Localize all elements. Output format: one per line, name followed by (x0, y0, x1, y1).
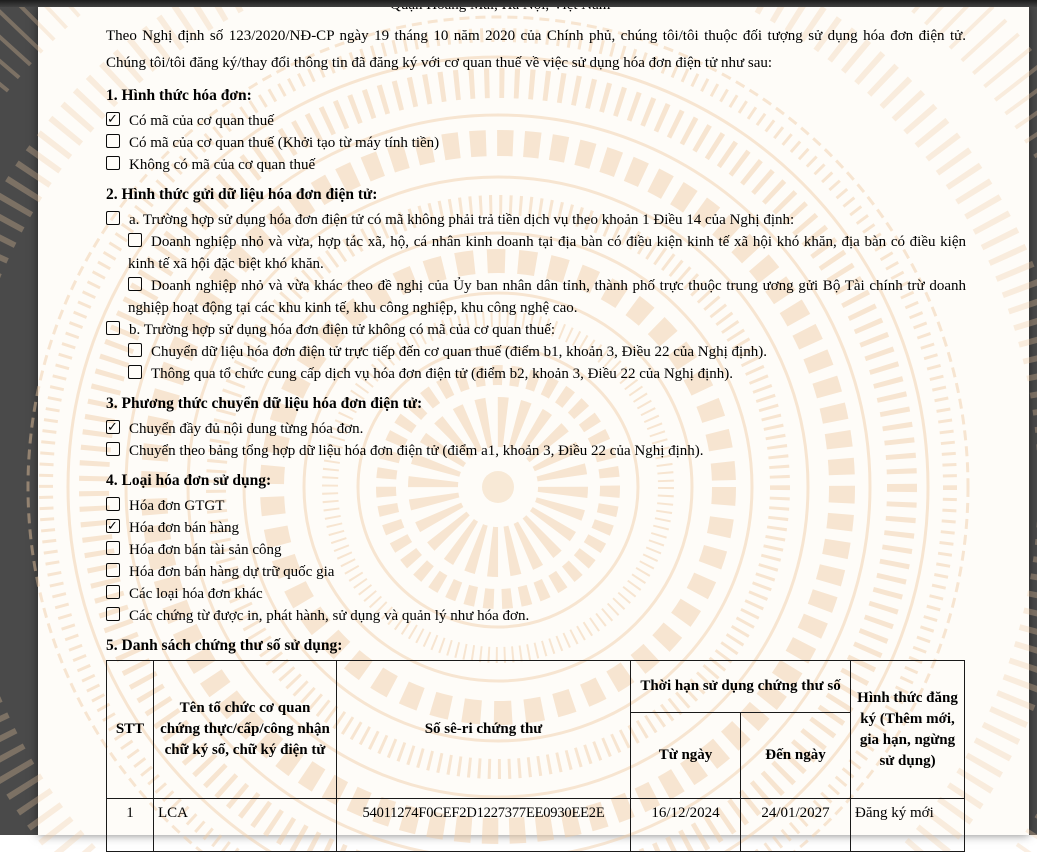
section-invoice-type (106, 85, 966, 176)
section-data-transfer-method (106, 393, 966, 462)
checkbox-label: Các chứng từ được in, phát hành, sử dụng và quản lý như hóa đơn. (129, 608, 530, 624)
form-content (106, 7, 966, 852)
cell-serial: 54011274F0CEF2D1227377EE0930EE2E (337, 799, 631, 852)
checkbox-row (106, 319, 966, 341)
checkbox-row (106, 275, 966, 319)
checkbox-row (106, 154, 966, 176)
checkbox-row (106, 517, 966, 539)
checkbox-row (106, 231, 966, 275)
checkbox-label: Chuyển theo bảng tổng hợp dữ liệu hóa đơn điện tử (điểm a1, khoản 3, Điều 22 của Nghị định). (129, 443, 704, 459)
checkbox-row (106, 583, 966, 605)
checkbox[interactable] (106, 607, 120, 621)
col-header-to: Đến ngày (741, 713, 851, 799)
col-header-from: Từ ngày (631, 713, 741, 799)
section-data-sending-form (106, 184, 966, 385)
col-header-regtype: Hình thức đăng ký (Thêm mới, gia hạn, ngừng sử dụng) (851, 661, 965, 799)
checkbox[interactable] (106, 585, 120, 599)
checkbox-row (106, 418, 966, 440)
checkbox-label: Hóa đơn GTGT (129, 498, 225, 514)
checkbox[interactable] (106, 321, 120, 335)
checkbox-label: Doanh nghiệp nhỏ và vừa khác theo đề nghị của Ủy ban nhân dân tỉnh, thành phố trực thuộc trung ương gửi Bộ Tài chính trừ doanh nghiệp hoạt động tại các khu kinh tế, khu công nghiệp, khu công nghệ cao. (128, 278, 966, 316)
col-header-serial: Số sê-ri chứng thư (337, 661, 631, 799)
document-page (38, 7, 1029, 835)
checkbox-label: Thông qua tổ chức cung cấp dịch vụ hóa đơn điện tử (điểm b2, khoản 3, Điều 22 của Nghị định). (151, 366, 733, 382)
checkbox-label: a. Trường hợp sử dụng hóa đơn điện tử có mã không phải trả tiền dịch vụ theo khoản 1 Điều 14 của Nghị định: (129, 212, 795, 228)
section-title: 3. Phương thức chuyển dữ liệu hóa đơn điện tử: (106, 395, 423, 412)
checkbox-row (106, 539, 966, 561)
cell-stt: 1 (107, 799, 154, 852)
checkbox[interactable] (106, 156, 120, 170)
checkbox-row (106, 132, 966, 154)
checkbox-row (106, 605, 966, 627)
checkbox[interactable] (128, 343, 142, 357)
checkbox-label: Hóa đơn bán hàng dự trữ quốc gia (129, 564, 335, 580)
section-certificate-list (106, 635, 966, 852)
checkbox[interactable] (128, 365, 142, 379)
checkbox-row (106, 363, 966, 385)
checkbox-label: Không có mã của cơ quan thuế (129, 157, 316, 173)
checkbox-label: Hóa đơn bán tài sản công (129, 542, 282, 558)
checkbox-label: Doanh nghiệp nhỏ và vừa, hợp tác xã, hộ, cá nhân kinh doanh tại địa bàn có điều kiện kinh tế xã hội khó khăn, địa bàn có điều kiện kinh tế xã hội đặc biệt khó khăn. (128, 234, 966, 272)
checkbox-label: Chuyển đầy đủ nội dung từng hóa đơn. (129, 421, 364, 437)
table-caption: 5. Danh sách chứng thư số sử dụng: (106, 637, 343, 654)
checkbox[interactable] (106, 519, 120, 533)
checkbox[interactable] (106, 134, 120, 148)
col-header-stt: STT (107, 661, 154, 799)
checkbox-row (106, 495, 966, 517)
checkbox[interactable] (106, 541, 120, 555)
checkbox-label: Có mã của cơ quan thuế (129, 113, 274, 129)
checkbox[interactable] (106, 112, 120, 126)
checkbox[interactable] (128, 277, 142, 291)
checkbox[interactable] (106, 497, 120, 511)
cell-to-date: 24/01/2027 (741, 799, 851, 852)
cell-from-date: 16/12/2024 (631, 799, 741, 852)
checkbox-row (106, 561, 966, 583)
checkbox[interactable] (106, 211, 120, 225)
checkbox[interactable] (128, 233, 142, 247)
checkbox-row (106, 341, 966, 363)
col-header-org: Tên tổ chức cơ quan chứng thực/cấp/công nhận chữ ký số, chữ ký điện tử (154, 661, 337, 799)
checkbox-label: Các loại hóa đơn khác (129, 586, 263, 602)
section-title: 2. Hình thức gửi dữ liệu hóa đơn điện tử: (106, 186, 378, 203)
checkbox[interactable] (106, 563, 120, 577)
certificate-table (106, 660, 965, 852)
section-title: 4. Loại hóa đơn sử dụng: (106, 472, 272, 489)
checkbox-label: b. Trường hợp sử dụng hóa đơn điện tử không có mã của cơ quan thuế: (129, 322, 556, 338)
checkbox-row (106, 209, 966, 231)
checkbox[interactable] (106, 420, 120, 434)
checkbox-label: Hóa đơn bán hàng (129, 520, 239, 536)
cell-org: LCA (154, 799, 337, 852)
checkbox-row (106, 110, 966, 132)
checkbox-label: Chuyển dữ liệu hóa đơn điện tử trực tiếp đến cơ quan thuế (điểm b1, khoản 3, Điều 22 của Nghị định). (151, 344, 767, 360)
col-header-period: Thời hạn sử dụng chứng thư số (631, 661, 851, 713)
intro-paragraph: Theo Nghị định số 123/2020/NĐ-CP ngày 19 tháng 10 năm 2020 của Chính phủ, chúng tôi/tôi thuộc đối tượng sử dụng hóa đơn điện tử. Chúng tôi/tôi đăng ký/thay đổi thông tin đã đăng ký với cơ quan thuế về việc sử dụng hóa đơn điện tử như sau: (106, 28, 966, 71)
table-row (107, 799, 965, 852)
section-invoice-kinds (106, 470, 966, 627)
viewer-top-edge (0, 0, 1037, 7)
checkbox[interactable] (106, 442, 120, 456)
section-title: 1. Hình thức hóa đơn: (106, 87, 252, 104)
checkbox-row (106, 440, 966, 462)
cell-regtype: Đăng ký mới (851, 799, 965, 852)
checkbox-label: Có mã của cơ quan thuế (Khởi tạo từ máy tính tiền) (129, 135, 440, 151)
